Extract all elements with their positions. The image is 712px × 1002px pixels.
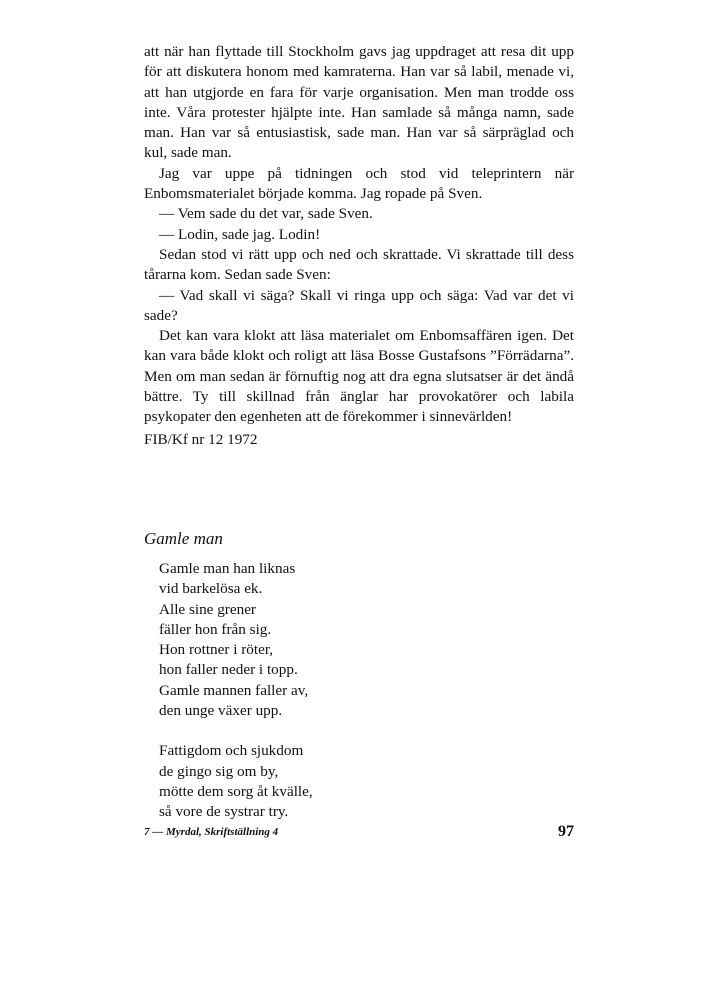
dialogue-line: — Vem sade du det var, sade Sven. [159, 205, 373, 223]
source-citation: FIB/Kf nr 12 1972 [144, 430, 258, 448]
stanza-1 [159, 559, 313, 721]
footer-signature: 7 — Myrdal, Skriftställning 4 [144, 826, 279, 838]
poem-line: fäller hon från sig. [159, 620, 272, 638]
poem-body [159, 559, 313, 843]
paragraph: Jag var uppe på tidningen och stod vid teleprintern när Enbomsmaterialet började komma. Jag ropade på Sven. [144, 164, 574, 203]
poem-line: Alle sine grener [159, 600, 256, 618]
paragraph: Det kan vara klokt att läsa materialet om Enbomsaffären igen. Det kan vara både klokt och roligt att läsa Bosse Gustafsons ”Förrädarna”. Men om man sedan är förnuftig nog att dra egna slutsatser är det ändå bättre. Ty till skillnad från änglar har provokatörer och labila psykopater den egenheten att de förekommer i sinnevärlden! [144, 327, 574, 426]
stanza-2 [159, 741, 313, 822]
poem-title: Gamle man [144, 529, 223, 548]
poem-line: Gamle mannen faller av, [159, 681, 309, 699]
poem-line: så vore de systrar try. [159, 803, 289, 821]
poem-line: mötte dem sorg åt kvälle, [159, 782, 313, 800]
poem-line: vid barkelösa ek. [159, 580, 263, 598]
poem-line: Hon rottner i röter, [159, 641, 274, 659]
page-number: 97 [558, 823, 574, 840]
prose-section [144, 42, 574, 450]
poem-line: Fattigdom och sjukdom [159, 742, 304, 760]
poem-line: den unge växer upp. [159, 702, 283, 720]
paragraph: att när han flyttade till Stockholm gavs jag uppdraget att resa dit upp för att diskutera honom med kamraterna. Han var så labil, menade vi, att han utgjorde en fara för varje organisation. Men man trodde oss inte. Våra protester hjälpte inte. Han samlade så många namn, sade man. Han var så entusiastisk, sade man. Han var så särpräglad och kul, sade man. [144, 43, 574, 162]
dialogue-line: — Lodin, sade jag. Lodin! [159, 225, 321, 243]
poem-line: hon faller neder i topp. [159, 661, 298, 679]
paragraph: Sedan stod vi rätt upp och ned och skrattade. Vi skrattade till dess tårarna kom. Sedan sade Sven: [144, 245, 574, 284]
poem-line: Gamle man han liknas [159, 560, 296, 577]
dialogue-line: — Vad skall vi säga? Skall vi ringa upp och säga: Vad var det vi sade? [144, 286, 574, 324]
poem-line: de gingo sig om by, [159, 762, 279, 780]
